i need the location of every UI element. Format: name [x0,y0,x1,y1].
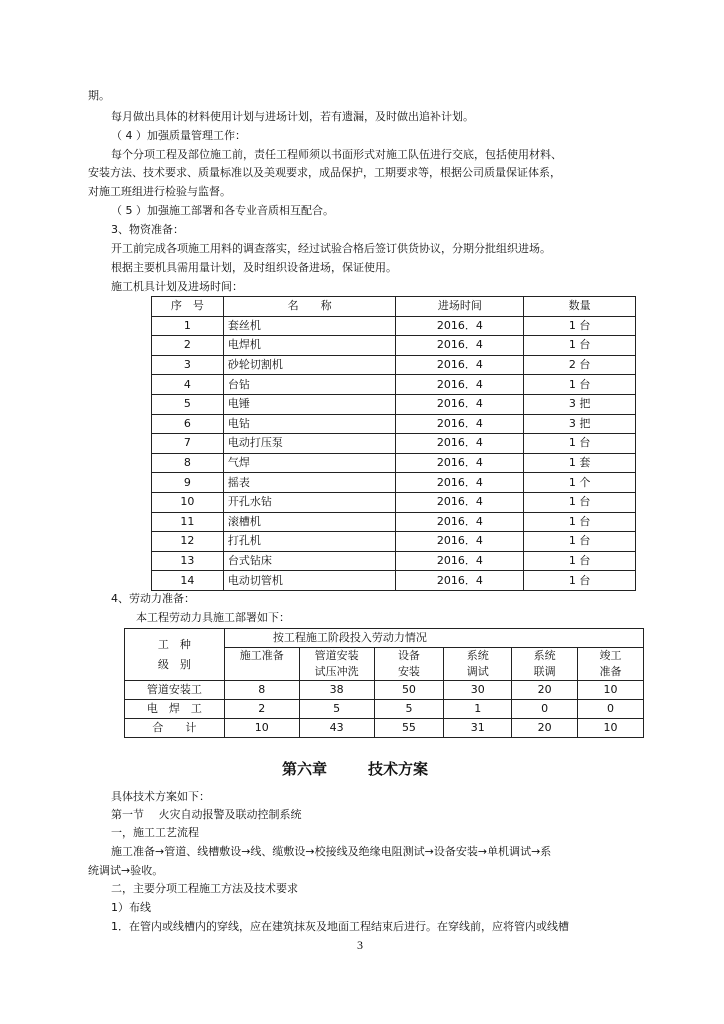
labor-count: 10 [578,681,644,700]
stage-header [578,648,644,681]
stage-label-line: 系统 [533,649,556,662]
machine-schedule-table [151,296,636,591]
stage-label-line: 安装 [397,665,420,678]
labor-count: 10 [224,719,299,738]
text-line: 安装方法、技术要求、质量标准以及美观要求，成品保护，工期要求等，根据公司质量保证体系， [88,166,561,179]
arrival-date: 2016．4 [396,434,524,454]
arrival-date: 2016．4 [396,512,524,532]
row-number: 2 [152,336,224,356]
corner-bottom: 级 别 [157,657,191,671]
table-row [152,336,636,356]
labor-count: 20 [512,719,578,738]
chapter-title: 技术方案 [368,760,429,778]
text-line: 每个分项工程及部位施工前，责任工程师须以书面形式对施工队伍进行交底，包括使用材料、 [111,148,562,161]
labor-count: 38 [299,681,374,700]
labor-count: 8 [224,681,299,700]
labor-count: 10 [578,719,644,738]
row-number: 8 [152,453,224,473]
equipment-name: 开孔水钻 [223,492,396,512]
labor-count: 30 [444,681,512,700]
table-row [152,492,636,512]
group-header: 按工程施工阶段投入劳动力情况 [224,629,643,648]
arrival-date: 2016．4 [396,316,524,336]
arrival-date: 2016．4 [396,394,524,414]
row-number: 12 [152,532,224,552]
section-heading: 第一节 火灾自动报警及联动控制系统 [111,808,302,821]
trade-label: 电 焊 工 [125,700,225,719]
quantity: 1 台 [524,492,636,512]
column-header: 进场时间 [396,297,524,317]
stage-header [512,648,578,681]
equipment-name: 台钻 [223,375,396,395]
stage-label-line [225,664,299,680]
table-row [152,453,636,473]
labor-count: 50 [374,681,444,700]
row-number: 4 [152,375,224,395]
quantity: 1 台 [524,532,636,552]
table-row [152,375,636,395]
quantity: 1 台 [524,571,636,591]
arrival-date: 2016．4 [396,414,524,434]
text-line: 3、物资准备： [111,223,184,236]
corner-header [125,629,225,681]
table-row [152,355,636,375]
equipment-name: 台式钻床 [223,551,396,571]
quantity: 1 台 [524,375,636,395]
section-heading: 1）布线 [111,901,151,914]
equipment-name: 电焊机 [223,336,396,356]
quantity: 3 把 [524,394,636,414]
labor-count: 1 [444,700,512,719]
equipment-name: 摇表 [223,473,396,493]
table-row [152,414,636,434]
quantity: 1 台 [524,336,636,356]
labor-count: 20 [512,681,578,700]
text-line: 开工前完成各项施工用料的调查落实，经过试验合格后签订供货协议，分期分批组织进场。 [111,242,551,255]
column-header: 名 称 [223,297,396,317]
stage-header [374,648,444,681]
quantity: 1 台 [524,316,636,336]
column-header: 数量 [524,297,636,317]
stage-label-line: 施工准备 [239,649,284,662]
equipment-name: 电动切管机 [223,571,396,591]
text-line: 施工机具计划及进场时间： [111,280,243,293]
trade-label: 合 计 [125,719,225,738]
labor-count: 0 [578,700,644,719]
column-header: 序 号 [152,297,224,317]
text-line: （ 4 ）加强质量管理工作： [111,129,246,142]
section-heading: 一，施工工艺流程 [111,826,199,839]
equipment-name: 电钻 [223,414,396,434]
text-line: 具体技术方案如下： [111,790,210,803]
table-header-row [152,297,636,317]
equipment-name: 套丝机 [223,316,396,336]
table-row [152,316,636,336]
labor-count: 5 [374,700,444,719]
stage-label-line: 管道安装 [314,649,359,662]
quantity: 1 个 [524,473,636,493]
page-number: 3 [357,938,363,952]
text-line: 施工准备→管道、线槽敷设→线、缆敷设→校接线及绝缘电阻测试→设备安装→单机调试→系 [111,845,552,858]
row-number: 7 [152,434,224,454]
row-number: 10 [152,492,224,512]
table-row [152,512,636,532]
arrival-date: 2016．4 [396,492,524,512]
labor-count: 2 [224,700,299,719]
text-line: 期。 [88,89,110,102]
table-row [152,571,636,591]
stage-label-line: 系统 [466,649,489,662]
corner-top: 工 种 [157,637,191,651]
table-row [125,681,644,700]
text-line: 每月做出具体的材料使用计划与进场计划，若有遗漏，及时做出追补计划。 [111,110,474,123]
row-number: 5 [152,394,224,414]
stage-header [299,648,374,681]
stage-label-line: 联调 [533,665,556,678]
stage-header [444,648,512,681]
labor-plan-table [124,628,644,738]
section-heading: 4、劳动力准备： [111,592,195,605]
labor-count: 5 [299,700,374,719]
row-number: 9 [152,473,224,493]
stage-label-line: 试压冲洗 [314,665,359,678]
table-row [152,473,636,493]
quantity: 3 把 [524,414,636,434]
table-row [125,700,644,719]
equipment-name: 电锤 [223,394,396,414]
row-number: 1 [152,316,224,336]
row-number: 14 [152,571,224,591]
stage-label-line: 竣工 [599,649,622,662]
row-number: 6 [152,414,224,434]
quantity: 1 台 [524,512,636,532]
quantity: 2 台 [524,355,636,375]
labor-count: 31 [444,719,512,738]
arrival-date: 2016．4 [396,551,524,571]
table-row [152,551,636,571]
arrival-date: 2016．4 [396,336,524,356]
arrival-date: 2016．4 [396,355,524,375]
stage-label-line: 调试 [466,665,489,678]
text-line: 统调试→验收。 [88,864,164,877]
arrival-date: 2016．4 [396,532,524,552]
stage-header [224,648,299,681]
text-line: 1．在管内或线槽内的穿线，应在建筑抹灰及地面工程结束后进行。在穿线前，应将管内或线槽 [111,920,569,933]
stage-label-line: 准备 [599,665,622,678]
labor-count: 43 [299,719,374,738]
table-row [152,434,636,454]
equipment-name: 滚槽机 [223,512,396,532]
table-row [152,532,636,552]
table-row [152,394,636,414]
equipment-name: 电动打压泵 [223,434,396,454]
row-number: 11 [152,512,224,532]
section-heading: 二，主要分项工程施工方法及技术要求 [111,882,298,895]
equipment-name: 砂轮切割机 [223,355,396,375]
table-row [125,719,644,738]
labor-count: 0 [512,700,578,719]
labor-count: 55 [374,719,444,738]
text-line: 对施工班组进行检验与监督。 [88,185,231,198]
equipment-name: 打孔机 [223,532,396,552]
equipment-name: 气焊 [223,453,396,473]
text-line: 根据主要机具需用量计划，及时组织设备进场，保证使用。 [111,261,397,274]
arrival-date: 2016．4 [396,375,524,395]
trade-label: 管道安装工 [125,681,225,700]
quantity: 1 套 [524,453,636,473]
row-number: 3 [152,355,224,375]
chapter-number: 第六章 [282,760,328,778]
text-line: （ 5 ）加强施工部署和各专业音质相互配合。 [111,204,334,217]
arrival-date: 2016．4 [396,473,524,493]
quantity: 1 台 [524,434,636,454]
stage-label-line: 设备 [397,649,420,662]
text-line: 本工程劳动力具施工部署如下： [136,611,290,624]
arrival-date: 2016．4 [396,571,524,591]
quantity: 1 台 [524,551,636,571]
row-number: 13 [152,551,224,571]
arrival-date: 2016．4 [396,453,524,473]
